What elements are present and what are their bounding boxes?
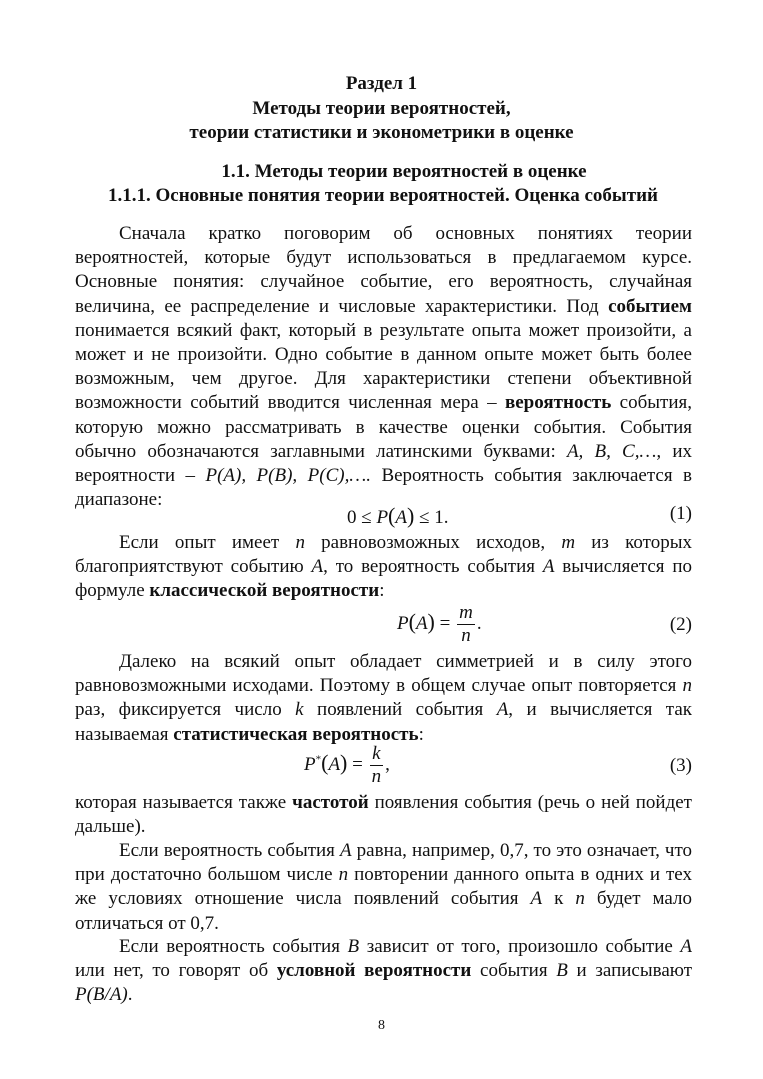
equation-3-body bbox=[304, 743, 390, 788]
text: их вероятности – bbox=[75, 440, 692, 487]
text: понимается всякий факт, который в результате опыта может произойти, а может и не произойти. Одно событие в данном опыте может быть более возможным, чем другое. Для характеристики степени объективной возможности событий вводится численная мера – bbox=[75, 319, 692, 414]
term-probability: вероятность bbox=[504, 392, 612, 414]
eq-sign: = bbox=[347, 753, 368, 775]
text: которая называется также bbox=[75, 792, 293, 813]
paragraph-statistical bbox=[75, 650, 692, 747]
math-symbol: A bbox=[530, 888, 543, 910]
eq-star: * bbox=[315, 753, 322, 766]
eq-symbol: P bbox=[376, 507, 389, 528]
text: к bbox=[542, 888, 576, 910]
eq-text: . bbox=[476, 612, 482, 634]
paragraph-intro bbox=[75, 222, 692, 512]
subsection-subtitle: 1.1.1. Основные понятия теории вероятностей. Оценка событий bbox=[108, 185, 658, 206]
eq-symbol: P bbox=[397, 612, 409, 634]
text: зависит от того, произошло событие bbox=[359, 936, 681, 957]
text: , то вероятность события bbox=[323, 556, 543, 578]
eq-symbol: P bbox=[304, 753, 316, 775]
paren-open: ( bbox=[388, 503, 396, 528]
paragraph-classical bbox=[75, 531, 692, 604]
math-letters: A, B, C,…, bbox=[566, 440, 662, 462]
text: . bbox=[127, 984, 133, 1006]
text: Если вероятность события bbox=[119, 840, 340, 861]
paren-close: ) bbox=[427, 608, 435, 634]
equation-3 bbox=[75, 743, 692, 789]
term-classical-probability: классической вероятности bbox=[149, 580, 380, 602]
text: равновозможных исходов, bbox=[304, 532, 562, 553]
eq-sign: = bbox=[434, 612, 456, 634]
text: Сначала кратко поговорим об основных понятиях теории вероятностей, которые будут использоваться в предлагаемом курсе. Основные понятия: случайное событие, его вероятность, случайная величина, ее распределение и числовые характеристики. Под bbox=[75, 223, 692, 317]
eq-symbol: A bbox=[415, 612, 428, 634]
math-symbol: A bbox=[542, 556, 555, 578]
equation-3-number: (3) bbox=[669, 755, 692, 776]
section-title-line1: Методы теории вероятностей, bbox=[252, 98, 511, 119]
term-statistical-probability: статистическая вероятность bbox=[173, 723, 419, 745]
text: и записывают bbox=[567, 960, 693, 982]
math-symbol: A bbox=[340, 840, 352, 861]
equation-1 bbox=[75, 503, 692, 529]
text: : bbox=[379, 580, 385, 602]
eq-symbol: A bbox=[328, 753, 341, 775]
text: Далеко на всякий опыт обладает симметрией и в силу этого равновозможными исходами. Поэтому в общем случае опыт повторяется bbox=[75, 651, 692, 697]
text: Если вероятность события bbox=[119, 936, 348, 957]
page-number: 8 bbox=[378, 1018, 385, 1033]
text: Если опыт имеет bbox=[119, 532, 296, 553]
paren-close: ) bbox=[406, 503, 415, 528]
math-symbol: n bbox=[575, 888, 585, 910]
text: появления события (речь о ней пойдет дальше). bbox=[75, 792, 692, 838]
paragraph-frequency bbox=[75, 791, 692, 839]
text: из которых благоприятствуют событию bbox=[75, 532, 692, 578]
eq-text: ≤ 1. bbox=[414, 507, 449, 528]
equation-2-number: (2) bbox=[669, 614, 692, 635]
math-probabilities: P(A), P(B), P(C),…. bbox=[205, 465, 371, 487]
text: будет мало отличаться от 0,7. bbox=[75, 888, 693, 934]
equation-2 bbox=[75, 602, 692, 648]
math-symbol: B bbox=[556, 960, 568, 982]
text: Вероятность события заключается в диапазоне: bbox=[75, 465, 692, 511]
math-symbol: A bbox=[311, 556, 324, 578]
paren-open: ( bbox=[321, 749, 329, 775]
section-label: Раздел 1 bbox=[345, 73, 418, 94]
paren-open: ( bbox=[408, 608, 416, 634]
paragraph-example bbox=[75, 839, 692, 936]
section-title-line2: теории статистики и эконометрики в оценке bbox=[189, 122, 574, 143]
text: : bbox=[418, 723, 424, 745]
eq-text: , bbox=[385, 753, 390, 775]
equation-1-body bbox=[347, 503, 449, 529]
math-conditional: P(B/A) bbox=[75, 984, 128, 1006]
denominator: n bbox=[371, 766, 382, 787]
text: равна, например, 0,7, то это означает, что при достаточно большом числе bbox=[75, 840, 692, 886]
text: или нет, то говорят об bbox=[75, 960, 277, 982]
math-symbol: n bbox=[338, 864, 349, 886]
text: события bbox=[471, 960, 557, 982]
fraction bbox=[457, 602, 475, 647]
math-symbol: A bbox=[680, 936, 692, 957]
text: повторении данного опыта в одних и тех же условиях отношение числа появлений события bbox=[75, 864, 692, 910]
math-symbol: n bbox=[682, 675, 692, 697]
text: раз, фиксируется число bbox=[75, 699, 296, 721]
denominator: n bbox=[461, 625, 471, 646]
text: события, которую можно рассматривать в качестве оценки события. События обычно обозначаются заглавными латинскими буквами: bbox=[75, 392, 692, 462]
text: появлений события bbox=[303, 699, 497, 721]
equation-1-number: (1) bbox=[669, 503, 692, 524]
math-symbol: m bbox=[561, 532, 576, 553]
subsection-title: 1.1. Методы теории вероятностей в оценке bbox=[221, 161, 587, 182]
term-frequency: частотой bbox=[292, 792, 369, 813]
paragraph-conditional bbox=[75, 935, 692, 1008]
paren-close: ) bbox=[340, 749, 348, 775]
eq-text: 0 ≤ bbox=[347, 507, 377, 528]
math-symbol: n bbox=[295, 532, 305, 553]
eq-symbol: A bbox=[395, 507, 407, 528]
math-symbol: k bbox=[295, 699, 304, 721]
text: , и вычисляется так называемая bbox=[75, 699, 693, 745]
term-conditional-probability: условной вероятности bbox=[276, 960, 472, 982]
math-symbol: B bbox=[347, 936, 360, 957]
numerator: m bbox=[459, 602, 473, 623]
numerator: k bbox=[370, 743, 384, 766]
fraction bbox=[370, 743, 384, 788]
math-symbol: A bbox=[496, 699, 509, 721]
text: вычисляется по формуле bbox=[75, 556, 692, 602]
term-event: событием bbox=[608, 295, 692, 317]
equation-2-body bbox=[397, 602, 482, 647]
